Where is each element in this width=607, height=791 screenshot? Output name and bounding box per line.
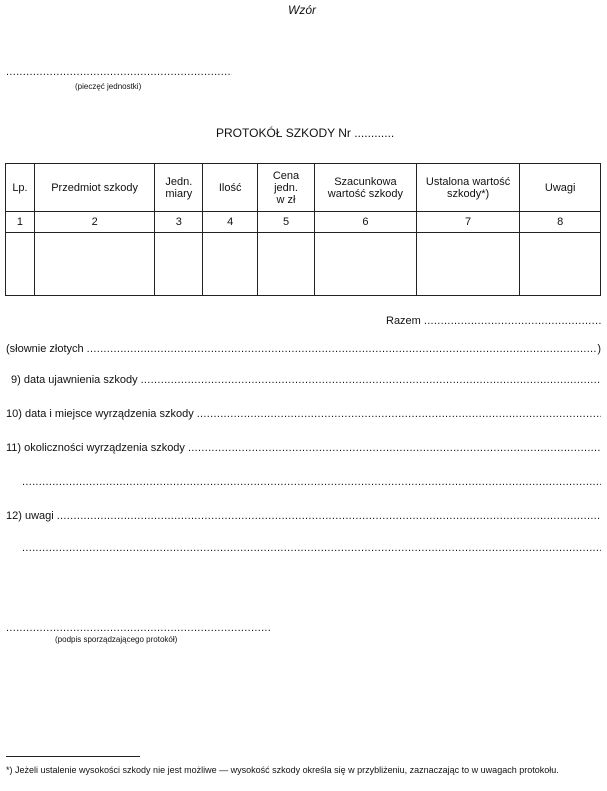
col-header-determined-value: Ustalona wartość szkody*) [416, 164, 520, 212]
col-number: 2 [34, 212, 154, 233]
slownie-close: ) [597, 343, 601, 355]
col-number: 3 [155, 212, 203, 233]
field-10-label: 10) data i miejsce wyrządzenia szkody [6, 408, 194, 420]
table-cell[interactable] [520, 233, 601, 296]
col-header-item: Przedmiot szkody [34, 164, 154, 212]
field-9-dots [141, 374, 601, 386]
field-11-row[interactable] [6, 442, 601, 454]
field-11-continuation-dots [22, 476, 601, 488]
col-number: 7 [416, 212, 520, 233]
field-12-label: 12) uwagi [6, 510, 54, 522]
footnote-rule [6, 756, 140, 757]
col-number: 6 [315, 212, 417, 233]
header-label: Wzór [288, 3, 316, 17]
table-cell[interactable] [416, 233, 520, 296]
col-header-remarks: Uwagi [520, 164, 601, 212]
page-title: PROTOKÓŁ SZKODY Nr ............ [216, 126, 395, 140]
stamp-caption: (pieczęć jednostki) [75, 82, 142, 91]
field-12-continuation-dots [22, 542, 601, 554]
table-cell[interactable] [34, 233, 154, 296]
slownie-row[interactable] [6, 343, 601, 355]
table-cell[interactable] [155, 233, 203, 296]
table-cell[interactable] [203, 233, 258, 296]
field-11-dots [188, 442, 601, 454]
field-10-dots [197, 408, 601, 420]
slownie-label: (słownie złotych [6, 343, 84, 355]
slownie-dots [87, 343, 598, 355]
table-cell[interactable] [315, 233, 417, 296]
field-12-continuation[interactable] [22, 542, 601, 554]
table-cell[interactable] [258, 233, 315, 296]
razem-label: Razem [386, 315, 421, 327]
stamp-line [6, 66, 232, 78]
footnote-text: *) Jeżeli ustalenie wysokości szkody nie jest możliwe — wysokość szkody określa się w przybliżeniu, zaznaczając to w uwagach protokołu. [6, 765, 559, 775]
col-number: 5 [258, 212, 315, 233]
signature-line [6, 622, 270, 634]
field-11-label: 11) okoliczności wyrządzenia szkody [6, 442, 185, 454]
field-12-dots [57, 510, 601, 522]
col-number: 1 [6, 212, 35, 233]
col-header-lp: Lp. [6, 164, 35, 212]
table-entry-row[interactable] [6, 233, 601, 296]
razem-dots [424, 315, 601, 327]
col-header-quantity: Ilość [203, 164, 258, 212]
field-11-continuation[interactable] [22, 476, 601, 488]
table-header-row [6, 164, 601, 212]
col-header-estimated-value: Szacunkowa wartość szkody [315, 164, 417, 212]
col-header-unit-price: Cena jedn. w zł [258, 164, 315, 212]
col-number: 4 [203, 212, 258, 233]
field-9-row[interactable] [11, 374, 601, 386]
field-9-label: 9) data ujawnienia szkody [11, 374, 138, 386]
table-cell[interactable] [6, 233, 35, 296]
field-10-row[interactable] [6, 408, 601, 420]
table-number-row [6, 212, 601, 233]
damage-table [5, 163, 601, 296]
razem-row[interactable] [386, 315, 601, 327]
col-number: 8 [520, 212, 601, 233]
signature-caption: (podpis sporządzającego protokół) [55, 635, 178, 644]
col-header-unit: Jedn. miary [155, 164, 203, 212]
field-12-row[interactable] [6, 510, 601, 522]
